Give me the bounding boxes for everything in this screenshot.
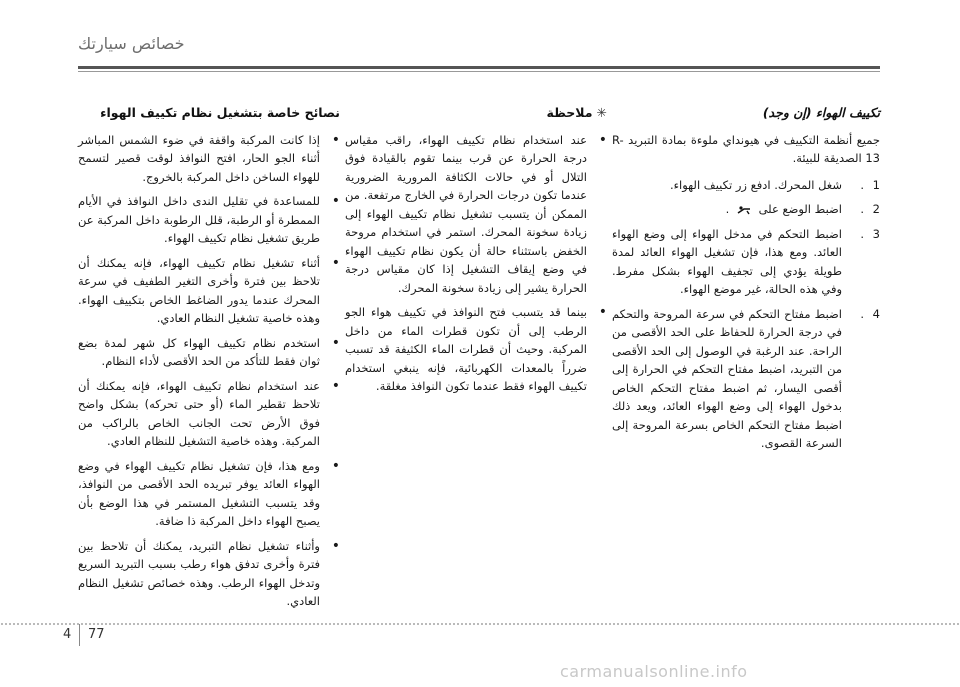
step-number: 4 xyxy=(872,306,880,321)
step-text: شغل المحرك. ادفع زر تكييف الهواء. xyxy=(669,177,842,192)
fan-mode-icon xyxy=(736,205,752,215)
step-number: 2 xyxy=(872,202,880,216)
note-heading xyxy=(345,104,607,123)
page-number: 77 xyxy=(88,627,105,642)
step-item: 2 . اضبط الوضع على . xyxy=(612,200,880,219)
bullet-text: وأثناء تشغيل نظام التبريد، يمكنك أن تلاحظ بين فترة وأخرى تدفق هواء رطب بسبب التبريد السريع وتدخل الهواء الرطب. وهذه خصائص تشغيل النظام العادي. xyxy=(78,538,320,608)
bullet-icon: • xyxy=(331,254,340,271)
bullet-text: إذا كانت المركبة واقفة في ضوء الشمس المباشر أثناء الجو الحار، افتح النوافذ لوقت قصير لتسمح للهواء الساخن داخل المركبة بالخروج. xyxy=(78,132,320,184)
step-number: 1 xyxy=(872,177,880,192)
bullet-text: للمساعدة في تقليل الندى داخل النوافذ في الأيام الممطرة أو الرطبة، قلل الرطوبة داخل المركبة عن طريق تشغيل نظام تكييف الهواء. xyxy=(78,194,320,245)
bullet-icon: • xyxy=(331,377,340,394)
list-item xyxy=(78,334,340,371)
right-column-intro: جميع أنظمة التكييف في هيونداي ملوءة بمادة التبريد R-13 الصديقة للبيئة. xyxy=(612,132,880,165)
left-column xyxy=(78,104,340,617)
bullet-icon: • xyxy=(598,131,607,148)
bullet-text: أثناء تشغيل نظام تكييف الهواء، فإنه يمكنك أن تلاحظ بين فترة وأخرى التغير الطفيف في سرعة المحرك عندما يدور الضاغط الخاص بتكييف الهواء. وهذه خاصية تشغيل النظام العادي. xyxy=(78,255,320,325)
step-item: 4 . اضبط مفتاح التحكم في سرعة المروحة والتحكم في درجة الحرارة للحفاظ على الحد الأقصى من الراحة. عند الرغبة في الوصول إلى الحد الأقصى من التبريد، اضبط مفتاح التحكم في الحرارة إلى أقصى اليسار، ثم اضبط مفتاح التحكم الخاص بدخول الهواء إلى وضع الهواء العائد، ويعد ذلك اضبط مفتاح التحكم الخاص بسرعة المروحة إلى السرعة القصوى. xyxy=(612,305,880,453)
note-heading-label: ملاحظة xyxy=(546,105,593,120)
list-item xyxy=(345,303,607,396)
watermark: carmanualsonline.info xyxy=(560,662,748,681)
bullet-icon: • xyxy=(331,131,340,148)
step-text-after-icon: . xyxy=(725,202,730,216)
tips-bullets xyxy=(78,131,340,611)
step-text: اضبط مفتاح التحكم في سرعة المروحة والتحكم في درجة الحرارة للحفاظ على الحد الأقصى من الراحة. عند الرغبة في الوصول إلى الحد الأقصى من التبريد، اضبط مفتاح التحكم في الحرارة إلى أقصى اليسار، ثم اضبط مفتاح التحكم الخاص بدخول الهواء إلى وضع الهواء العائد، ويعد ذلك اضبط مفتاح التحكم الخاص بسرعة المروحة إلى السرعة القصوى. xyxy=(612,306,842,450)
header-rule-thin xyxy=(78,71,880,72)
tips-heading: نصائح خاصة بتشغيل نظام تكييف الهواء xyxy=(100,105,340,120)
steps-list xyxy=(612,176,880,453)
step-item: 1 . شغل المحرك. ادفع زر تكييف الهواء. xyxy=(612,176,880,195)
bullet-icon: • xyxy=(331,457,340,474)
right-column xyxy=(612,104,880,459)
note-bullets xyxy=(345,131,607,396)
note-star-icon: ✳ xyxy=(596,105,607,120)
list-item xyxy=(78,377,340,451)
bullet-text: ومع هذا، فإن تشغيل نظام تكييف الهواء في وضع الهواء العائد يوفر تبريده الحد الأقصى من النوافذ، وقد يتسبب التشغيل المستمر في هذا الوضع بأن يصبح الهواء داخل المركبة ذا ضافة. xyxy=(78,458,320,528)
header-rule xyxy=(78,66,880,69)
page-number-separator xyxy=(79,624,80,646)
step-number: 3 xyxy=(872,226,880,241)
list-item xyxy=(78,131,340,187)
right-column-heading: تكييف الهواء (إن وجد) xyxy=(762,105,880,120)
step-text-before-icon: اضبط الوضع على xyxy=(758,202,842,216)
section-number: 4 xyxy=(63,627,72,642)
bullet-text: عند استخدام نظام تكييف الهواء، راقب مقياس درجة الحرارة عن قرب بينما تقوم بالقيادة فوق التلال أو في حالات الكثافة المرورية الضرورية عندما تكون درجات الحرارة في الخارج مرتفعة. من الممكن أن يتسبب تشغيل نظام تكييف الهواء إلى زيادة سخونة المحرك. استمر في استخدام مروحة الخفض باستثناء حالة أن يكون نظام تكييف الهواء في وضع إيقاف التشغيل إذا كان مقياس درجة الحرارة يشير إلى زيادة سخونة المحرك. xyxy=(345,132,587,295)
bullet-text: عند استخدام نظام تكييف الهواء، فإنه يمكنك أن تلاحظ تقطير الماء (أو حتى تحركه) بشكل واضح فوق الأرض تحت الجانب الخاص بالراكب من المركبة. وهذه خاصية التشغيل للنظام العادي. xyxy=(78,378,320,448)
header-title: خصائص سيارتك xyxy=(78,34,185,53)
bullet-text: استخدم نظام تكييف الهواء كل شهر لمدة بضع ثوان فقط للتأكد من الحد الأقصى لأداء النظام. xyxy=(78,335,320,368)
bullet-icon: • xyxy=(598,304,607,320)
step-item: 3 . اضبط التحكم في مدخل الهواء إلى وضع الهواء العائد. ومع هذا، فإن تشغيل الهواء العائد لمدة طويلة يؤدي إلى تجفيف الهواء بشكل مفرط. وفي هذه الحالة، غير موضع الهواء. xyxy=(612,225,880,299)
bullet-text: بينما قد يتسبب فتح النوافذ في تكييف هواء الجو الرطب إلى أن تكون قطرات الماء من داخل المركبة. وحيث أن قطرات الماء الكثيفة قد تسبب ضرراً بالمعدات الكهربائية، فإنه ينبغي استخدام تكييف الهواء فقط عندما تكون النوافذ مغلقة. xyxy=(345,305,587,393)
step-text: اضبط التحكم في مدخل الهواء إلى وضع الهواء العائد. ومع هذا، فإن تشغيل الهواء العائد لمدة طويلة يؤدي إلى تجفيف الهواء بشكل مفرط. وفي هذه الحالة، غير موضع الهواء. xyxy=(612,226,842,296)
step-text xyxy=(612,200,848,219)
list-item xyxy=(345,131,607,298)
list-item xyxy=(78,537,340,611)
bullet-icon: • xyxy=(331,537,340,554)
list-item xyxy=(78,457,340,531)
bullet-icon: • xyxy=(331,334,340,351)
middle-column xyxy=(345,104,607,402)
footer-dotted-rule xyxy=(0,622,960,626)
list-item xyxy=(78,254,340,328)
list-item xyxy=(78,192,340,248)
bullet-icon: • xyxy=(331,193,340,209)
